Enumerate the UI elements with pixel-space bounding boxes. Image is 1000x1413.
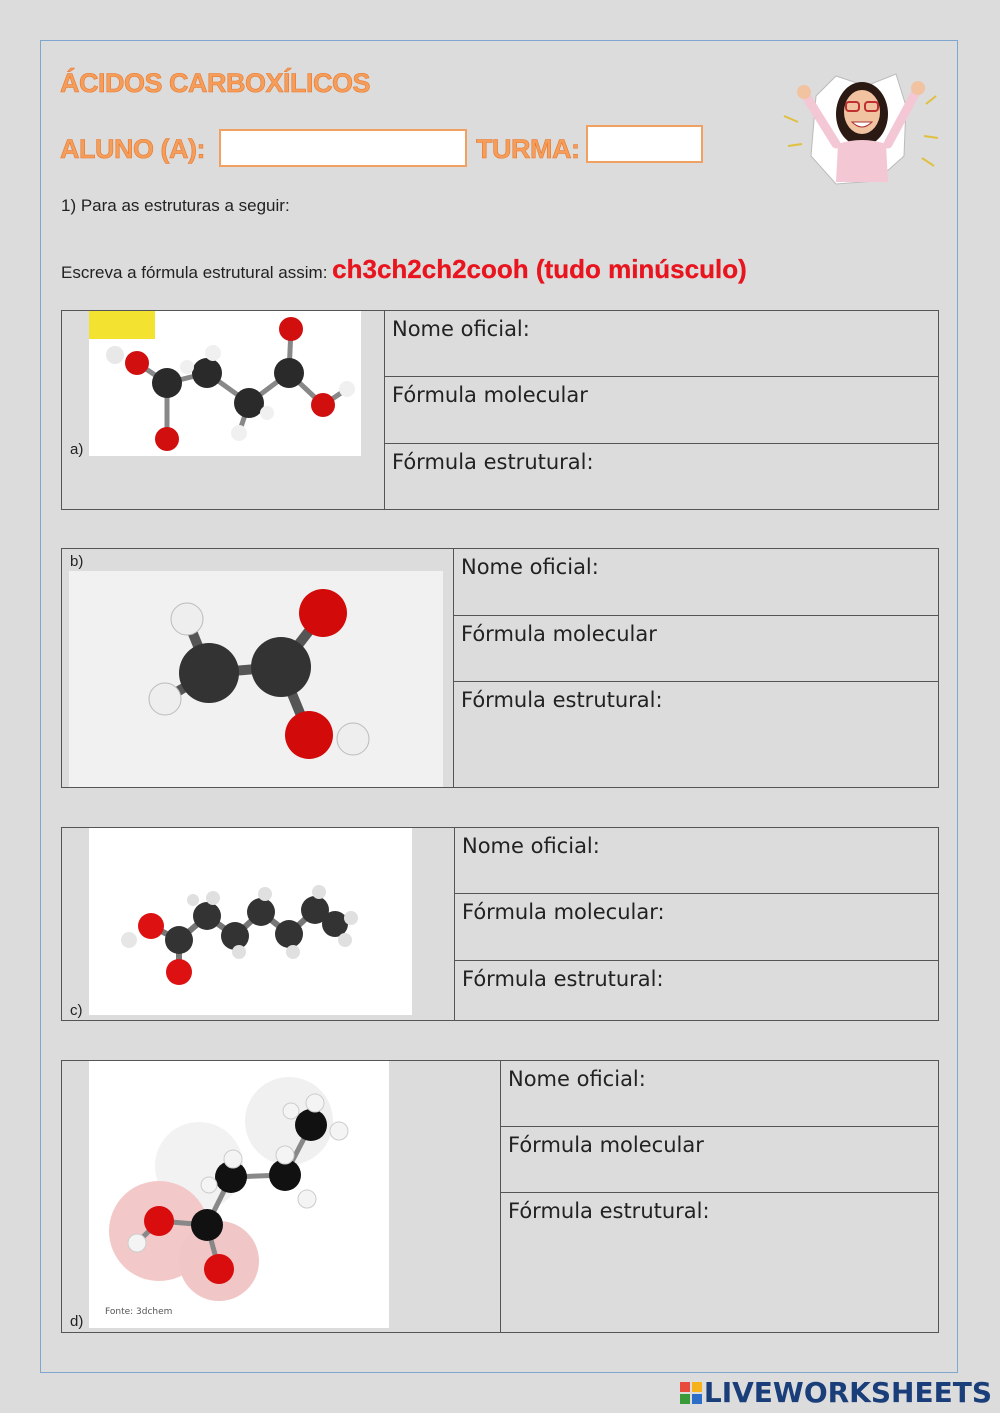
item-b-table xyxy=(61,548,939,788)
item-b-molecular-row[interactable] xyxy=(453,616,938,682)
item-b-name-row[interactable] xyxy=(453,549,938,616)
item-b-letter: b) xyxy=(70,553,84,570)
item-c-table xyxy=(61,827,939,1021)
class-input[interactable] xyxy=(586,125,703,163)
item-c-molecule-image xyxy=(89,828,412,1015)
item-a-name-row[interactable] xyxy=(384,311,938,377)
item-a-molecular-label: Fórmula molecular xyxy=(392,383,588,407)
item-b-molecular-label: Fórmula molecular xyxy=(461,622,657,646)
class-label: TURMA: xyxy=(476,134,580,164)
student-name-input[interactable] xyxy=(219,129,467,167)
item-a-structural-label: Fórmula estrutural: xyxy=(392,450,594,474)
item-d-image-cell xyxy=(62,1061,501,1332)
item-d-structural-row[interactable] xyxy=(500,1193,938,1332)
item-c-name-label: Nome oficial: xyxy=(462,834,600,858)
item-d-table xyxy=(61,1060,939,1333)
item-b-answer-rows xyxy=(453,549,938,787)
item-d-molecular-label: Fórmula molecular xyxy=(508,1133,704,1157)
student-label: ALUNO (A): xyxy=(60,134,205,164)
item-a-image-cell xyxy=(62,311,385,509)
instruction-prefix: Escreva a fórmula estrutural assim: xyxy=(61,263,328,282)
item-b-structural-row[interactable] xyxy=(453,682,938,787)
item-d-image-caption: Fonte: 3dchem xyxy=(105,1307,173,1317)
item-c-letter: c) xyxy=(70,1002,83,1019)
item-c-molecular-label: Fórmula molecular: xyxy=(462,900,665,924)
liveworksheets-brand: LIVEWORKSHEETS xyxy=(703,1376,992,1409)
item-a-name-label: Nome oficial: xyxy=(392,317,530,341)
item-a-letter: a) xyxy=(70,441,84,458)
item-d-answer-rows xyxy=(500,1061,938,1332)
liveworksheets-logo-icon xyxy=(680,1382,702,1404)
item-d-name-label: Nome oficial: xyxy=(508,1067,646,1091)
item-a-molecular-row[interactable] xyxy=(384,377,938,444)
item-a-table xyxy=(61,310,939,510)
item-d-molecule-image xyxy=(89,1061,389,1328)
instruction-example: ch3ch2ch2cooh (tudo minúsculo) xyxy=(332,254,747,284)
item-b-name-label: Nome oficial: xyxy=(461,555,599,579)
item-c-structural-label: Fórmula estrutural: xyxy=(462,967,664,991)
item-b-image-cell xyxy=(62,549,454,787)
item-d-molecular-row[interactable] xyxy=(500,1127,938,1193)
liveworksheets-logo[interactable] xyxy=(680,1376,992,1409)
item-a-answer-rows xyxy=(384,311,938,509)
item-d-name-row[interactable] xyxy=(500,1061,938,1127)
item-b-structural-label: Fórmula estrutural: xyxy=(461,688,663,712)
item-b-molecule-image xyxy=(69,571,443,787)
instruction-line xyxy=(61,254,747,285)
item-a-structural-row[interactable] xyxy=(384,444,938,509)
item-c-answer-rows xyxy=(454,828,938,1020)
teacher-avatar-image xyxy=(776,56,944,196)
item-c-name-row[interactable] xyxy=(454,828,938,894)
item-d-structural-label: Fórmula estrutural: xyxy=(508,1199,710,1223)
page-title: ÁCIDOS CARBOXÍLICOS xyxy=(60,68,371,98)
item-d-letter: d) xyxy=(70,1313,84,1330)
item-c-molecular-row[interactable] xyxy=(454,894,938,961)
item-a-molecule-image xyxy=(89,311,361,456)
item-c-structural-row[interactable] xyxy=(454,961,938,1020)
question-text: 1) Para as estruturas a seguir: xyxy=(61,196,290,215)
item-c-image-cell xyxy=(62,828,455,1020)
